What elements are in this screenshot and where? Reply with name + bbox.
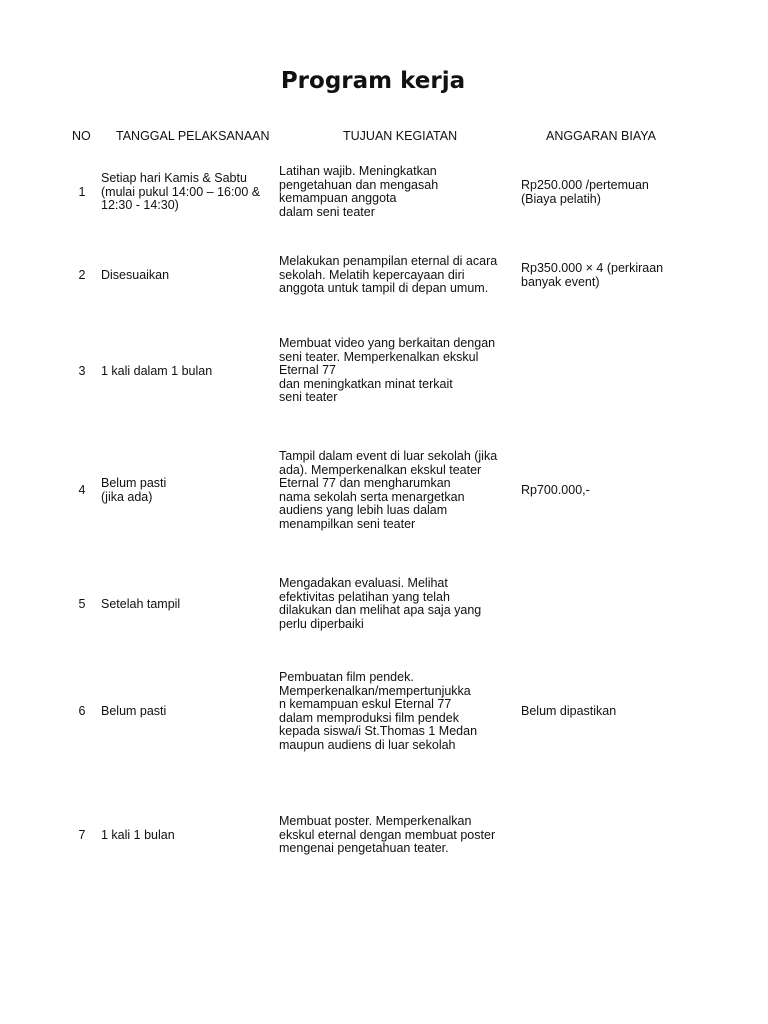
row-no: 1 [78, 185, 86, 199]
row-goal: Pembuatan film pendek. Memperkenalkan/mempertunjukka n kemampuan eskul Eternal 77 dalam memproduksi film pendek kepada siswa/i St.Thomas 1 Medan maupun audiens di luar sekolah [279, 670, 478, 752]
row-no: 4 [78, 483, 86, 497]
page-title: Program kerja [280, 68, 466, 94]
row-no: 5 [78, 597, 86, 611]
row-budget: Rp350.000 × 4 (perkiraan banyak event) [521, 261, 664, 289]
row-no: 2 [78, 268, 86, 282]
row-no: 6 [78, 704, 86, 718]
row-date: Belum pasti [101, 704, 167, 718]
row-no: 7 [78, 828, 86, 842]
row-date: Disesuaikan [101, 268, 170, 282]
row-goal: Tampil dalam event di luar sekolah (jika ada). Memperkenalkan ekskul teater Eternal 77 dan mengharumkan nama sekolah serta menargetkan audiens yang lebih luas dalam menampilkan seni teater [279, 449, 498, 531]
header-goal: TUJUAN KEGIATAN [343, 129, 458, 143]
header-no: NO [72, 129, 91, 143]
row-no: 3 [78, 364, 86, 378]
row-goal: Membuat poster. Memperkenalkan ekskul eternal dengan membuat poster mengenai pengetahuan teater. [279, 814, 496, 856]
row-date: Setiap hari Kamis & Sabtu (mulai pukul 14:00 – 16:00 & 12:30 - 14:30) [101, 171, 261, 213]
row-goal: Membuat video yang berkaitan dengan seni teater. Memperkenalkan ekskul Eternal 77 dan meningkatkan minat terkait seni teater [279, 336, 496, 405]
row-date: 1 kali dalam 1 bulan [101, 364, 213, 378]
row-date: Belum pasti (jika ada) [101, 476, 167, 504]
row-goal: Melakukan penampilan eternal di acara sekolah. Melatih kepercayaan diri anggota untuk tampil di depan umum. [279, 254, 498, 296]
row-budget: Rp700.000,- [521, 483, 590, 497]
row-date: Setelah tampil [101, 597, 181, 611]
header-budget: ANGGARAN BIAYA [546, 129, 656, 143]
row-date: 1 kali 1 bulan [101, 828, 175, 842]
row-budget: Belum dipastikan [521, 704, 617, 718]
row-budget: Rp250.000 /pertemuan (Biaya pelatih) [521, 178, 649, 206]
row-goal: Mengadakan evaluasi. Melihat efektivitas pelatihan yang telah dilakukan dan melihat apa saja yang perlu diperbaiki [279, 576, 482, 631]
header-date: TANGGAL PELAKSANAAN [116, 129, 270, 143]
row-goal: Latihan wajib. Meningkatkan pengetahuan dan mengasah kemampuan anggota dalam seni teater [279, 164, 439, 219]
